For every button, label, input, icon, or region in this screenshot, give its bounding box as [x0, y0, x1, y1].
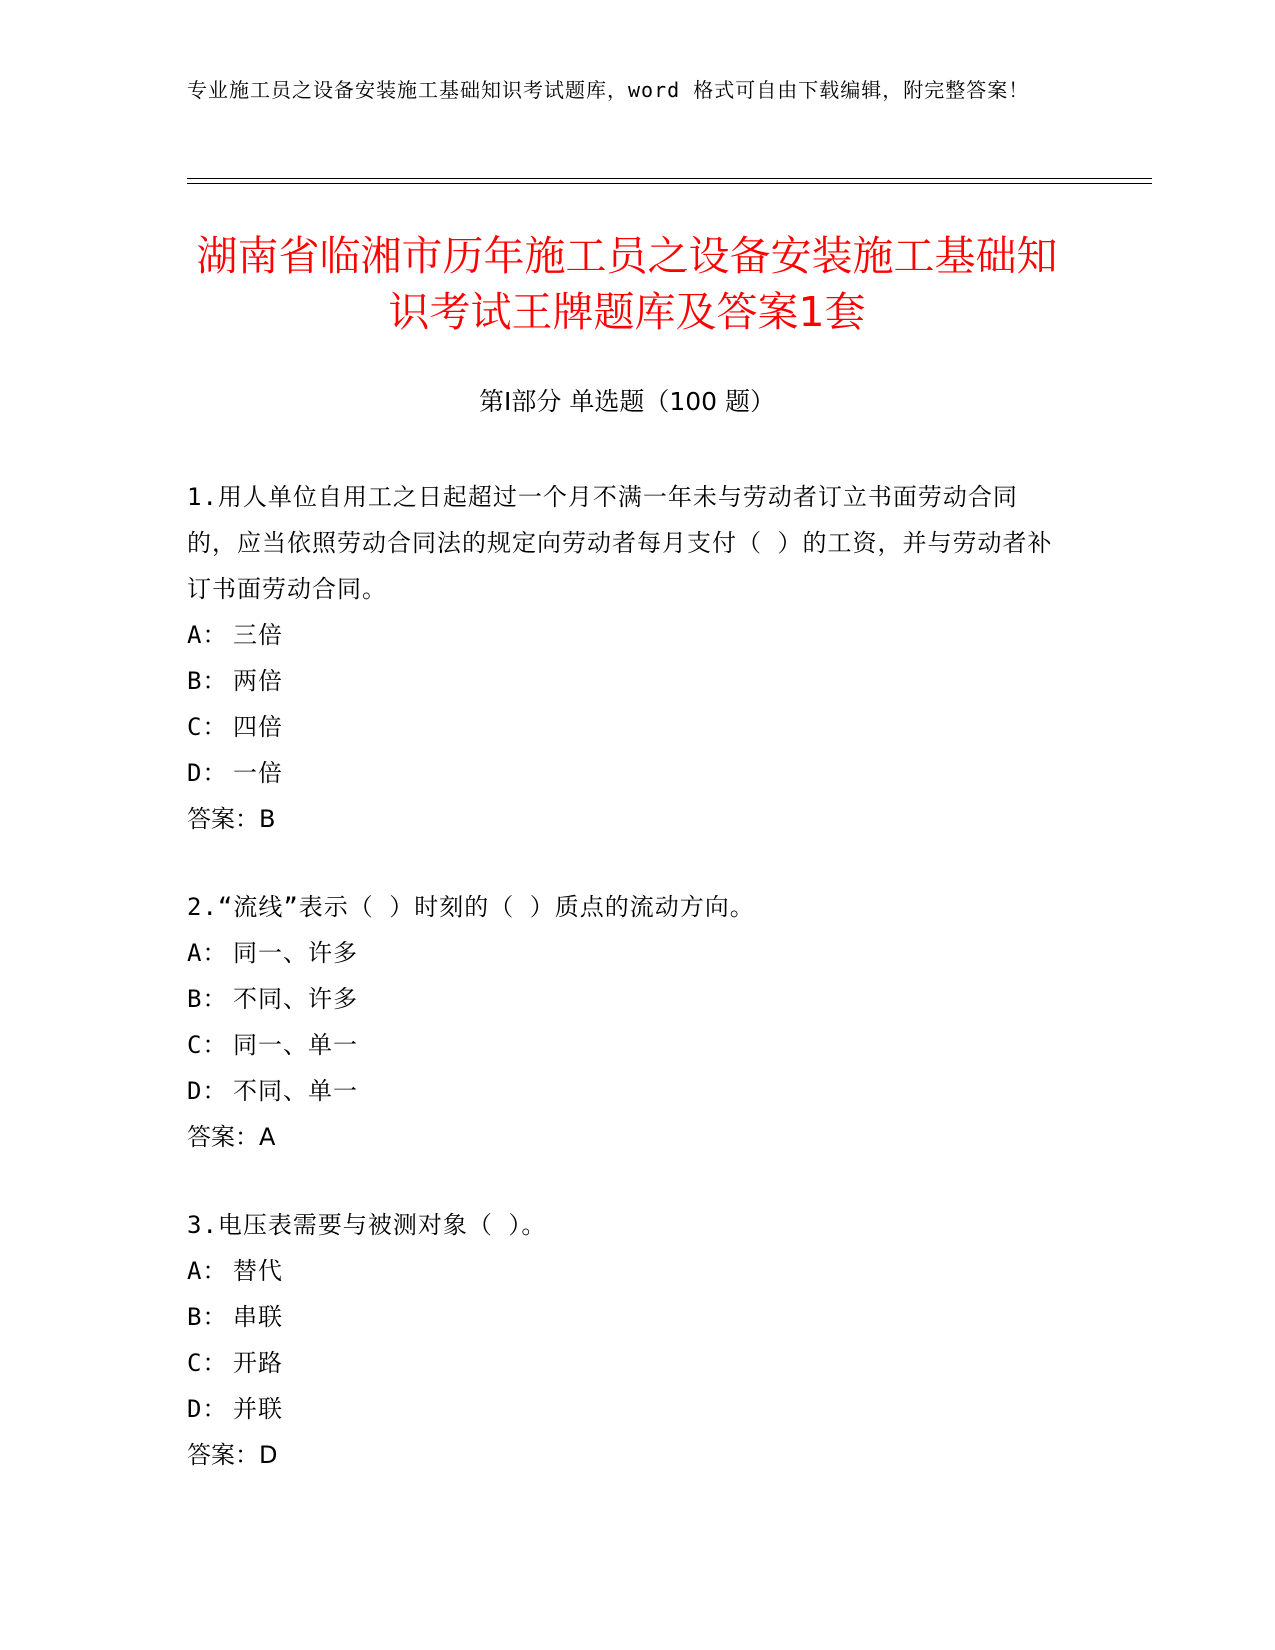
- option-letter: D：: [187, 1077, 228, 1105]
- question-stem: 1.用人单位自用工之日起超过一个月不满一年未与劳动者订立书面劳动合同的，应当依照劳动合同法的规定向劳动者每月支付（ ）的工资，并与劳动者补订书面劳动合同。: [187, 483, 1053, 603]
- option-letter: A：: [187, 621, 228, 649]
- option-c: [187, 1022, 1067, 1068]
- option-text: 同一、许多: [233, 939, 358, 967]
- option-letter: C：: [187, 713, 228, 741]
- option-text: 同一、单一: [233, 1031, 358, 1059]
- option-letter: D：: [187, 759, 228, 787]
- header-note: 专业施工员之设备安装施工基础知识考试题库，word 格式可自由下载编辑，附完整答案！: [187, 78, 1030, 102]
- option-letter: B：: [187, 985, 228, 1013]
- question-stem: 2.“流线”表示（ ）时刻的（ ）质点的流动方向。: [187, 893, 755, 921]
- question-stem: 3.电压表需要与被测对象（ ）。: [187, 1211, 547, 1239]
- option-text: 不同、许多: [233, 985, 358, 1013]
- question-3: [187, 1202, 1067, 1478]
- option-c: [187, 704, 1067, 750]
- document-title: 湖南省临湘市历年施工员之设备安装施工基础知识考试王牌题库及答案1套: [196, 232, 1058, 336]
- option-d: [187, 1386, 1067, 1432]
- option-b: [187, 658, 1067, 704]
- option-text: 三倍: [233, 621, 283, 649]
- option-text: 一倍: [233, 759, 283, 787]
- option-b: [187, 976, 1067, 1022]
- option-d: [187, 1068, 1067, 1114]
- option-text: 并联: [233, 1395, 283, 1423]
- option-letter: A：: [187, 939, 228, 967]
- option-letter: C：: [187, 1031, 228, 1059]
- option-letter: C：: [187, 1349, 228, 1377]
- option-a: [187, 1248, 1067, 1294]
- answer-line: 答案：B: [187, 805, 276, 833]
- option-text: 四倍: [233, 713, 283, 741]
- option-b: [187, 1294, 1067, 1340]
- question-2: [187, 884, 1067, 1160]
- answer-line: 答案：D: [187, 1441, 278, 1469]
- answer-line: 答案：A: [187, 1123, 276, 1151]
- option-d: [187, 750, 1067, 796]
- option-text: 串联: [233, 1303, 283, 1331]
- question-list: [187, 474, 1067, 1520]
- section-heading: 第Ⅰ部分 单选题（100 题）: [479, 387, 775, 416]
- option-letter: D：: [187, 1395, 228, 1423]
- option-a: [187, 930, 1067, 976]
- header-divider-top: [187, 178, 1152, 179]
- option-text: 不同、单一: [233, 1077, 358, 1105]
- option-text: 开路: [233, 1349, 283, 1377]
- option-c: [187, 1340, 1067, 1386]
- option-letter: B：: [187, 1303, 228, 1331]
- option-letter: A：: [187, 1257, 228, 1285]
- option-text: 两倍: [233, 667, 283, 695]
- question-1: [187, 474, 1067, 842]
- header-divider-bottom: [187, 183, 1152, 184]
- option-text: 替代: [233, 1257, 283, 1285]
- option-letter: B：: [187, 667, 228, 695]
- option-a: [187, 612, 1067, 658]
